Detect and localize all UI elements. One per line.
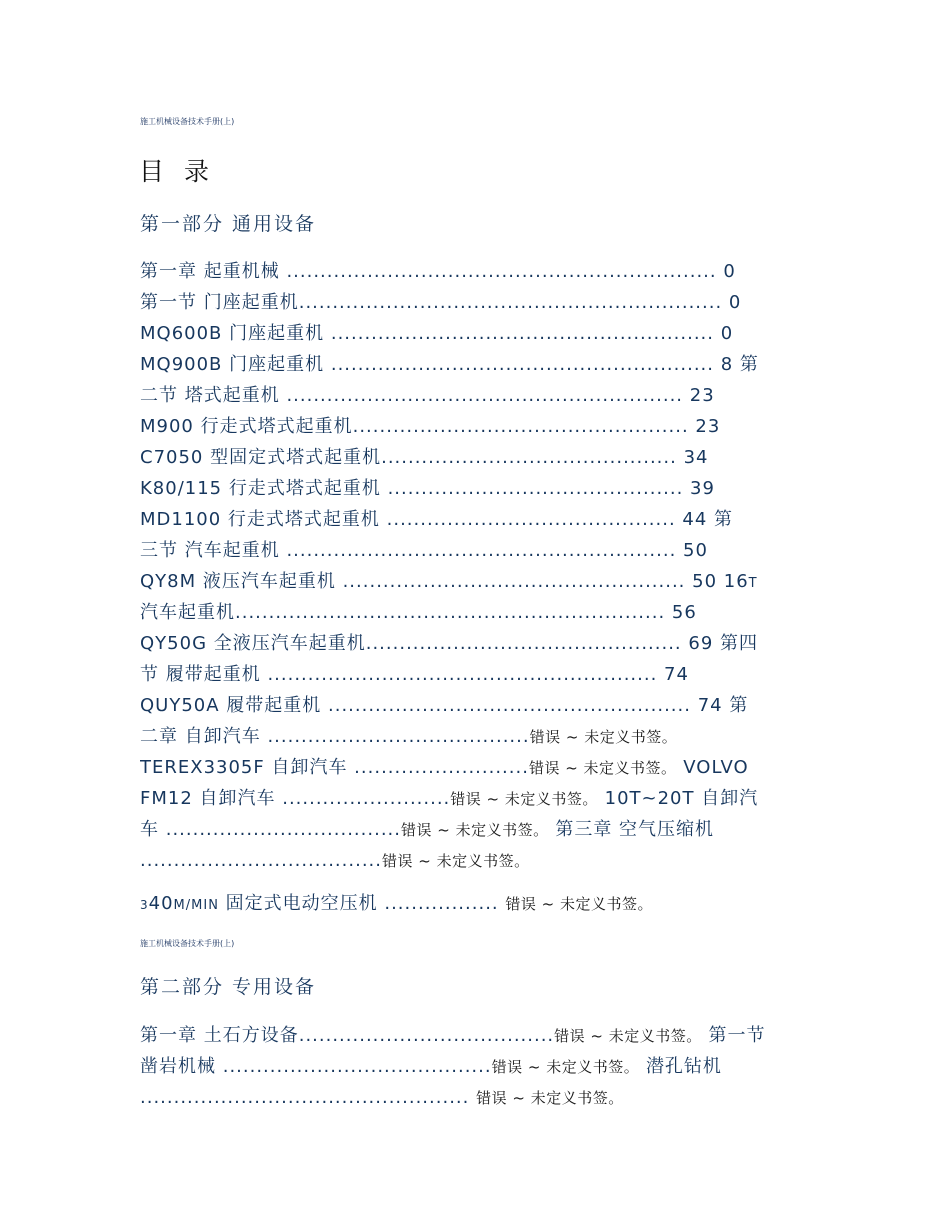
toc-line[interactable]: MQ600B 门座起重机 ......................................................... 0 xyxy=(140,323,734,344)
toc-volvo[interactable]: VOLVO xyxy=(683,757,749,778)
page-header-top: 施工机械设备技术手册(上) xyxy=(140,117,235,126)
toc-line[interactable]: 汽车起重机................................................................ 56 xyxy=(140,602,697,623)
toc-m-min: M/MIN xyxy=(173,898,219,913)
toc-line[interactable]: 凿岩机械 ........................................错误 ~ 未定义书签。 潜孔钻机 xyxy=(140,1056,722,1077)
error-bookmark-text: 错误 ~ 未定义书签。 xyxy=(554,1027,702,1045)
toc-down-hole-drill[interactable]: 潜孔钻机 xyxy=(645,1056,722,1077)
toc-line[interactable]: ....................................错误 ~ 未定义书签。 xyxy=(140,850,530,871)
toc-line[interactable]: M900 行走式塔式起重机.................................................. 23 xyxy=(140,416,721,437)
toc-line[interactable]: 节 履带起重机 .......................................................... 74 xyxy=(140,664,689,685)
error-bookmark-text: 错误 ~ 未定义书签。 xyxy=(528,759,677,777)
toc-line[interactable]: 第一章 起重机械 ................................................................ 0 xyxy=(140,261,736,282)
part-two-heading: 第二部分 专用设备 xyxy=(140,976,317,998)
toc-line[interactable]: 三节 汽车起重机 .......................................................... 50 xyxy=(140,540,708,561)
error-bookmark-text: 错误 ~ 未定义书签。 xyxy=(505,895,653,913)
toc-line[interactable]: TEREX3305F 自卸汽车 ..........................错误 ~ 未定义书签。 VOLVO xyxy=(140,757,749,778)
toc-t-unit: T xyxy=(748,576,758,591)
toc-line[interactable]: 车 ...................................错误 ~ 未定义书签。 第三章 空气压缩机 xyxy=(140,819,715,840)
error-bookmark-text: 错误 ~ 未定义书签。 xyxy=(476,1089,624,1107)
toc-sup-3: 3 xyxy=(140,898,149,912)
toc-chapter-three[interactable]: 第三章 空气压缩机 xyxy=(555,819,715,840)
error-bookmark-text: 错误 ~ 未定义书签。 xyxy=(491,1058,640,1076)
toc-line[interactable]: QY8M 液压汽车起重机 ................................................... 50 16T xyxy=(140,571,758,592)
toc-line[interactable]: QY50G 全液压汽车起重机............................................... 69 第四 xyxy=(140,633,759,654)
toc-line[interactable]: 二章 自卸汽车 .......................................错误 ~ 未定义书签。 xyxy=(140,726,678,747)
error-bookmark-text: 错误 ~ 未定义书签。 xyxy=(450,790,598,808)
toc-line[interactable]: QUY50A 履带起重机 ...................................................... 74 第 xyxy=(140,695,749,716)
toc-line[interactable]: MD1100 行走式塔式起重机 ........................................... 44 第 xyxy=(140,509,734,530)
toc-line[interactable]: ................................................. 错误 ~ 未定义书签。 xyxy=(140,1087,624,1108)
toc-line[interactable]: 第一节 门座起重机............................................................... 0 xyxy=(140,292,742,313)
error-bookmark-text: 错误 ~ 未定义书签。 xyxy=(400,821,549,839)
toc-section-one[interactable]: 第一节 xyxy=(708,1025,766,1046)
toc-line[interactable]: 二节 塔式起重机 ........................................................... 23 xyxy=(140,385,715,406)
toc-line[interactable]: K80/115 行走式塔式起重机 ............................................ 39 xyxy=(140,478,715,499)
toc-line[interactable]: 第一章 土石方设备......................................错误 ~ 未定义书签。 第一节 xyxy=(140,1025,766,1046)
toc-line[interactable]: MQ900B 门座起重机 ......................................................... 8 第 xyxy=(140,354,759,375)
toc-line[interactable]: 340M/MIN 固定式电动空压机 ................. 错误 ~ 未定义书签。 xyxy=(140,893,653,914)
part-one-heading: 第一部分 通用设备 xyxy=(140,213,317,235)
toc-line[interactable]: C7050 型固定式塔式起重机............................................ 34 xyxy=(140,447,709,468)
error-bookmark-text: 错误 ~ 未定义书签。 xyxy=(381,852,530,870)
error-bookmark-text: 错误 ~ 未定义书签。 xyxy=(529,728,678,746)
page-title: 目 录 xyxy=(139,157,215,186)
toc-t-range[interactable]: 10T~20T 自卸汽 xyxy=(604,788,759,809)
page-header-mid: 施工机械设备技术手册(上) xyxy=(140,939,235,948)
toc-line[interactable]: FM12 自卸汽车 .........................错误 ~ 未定义书签。 10T~20T 自卸汽 xyxy=(140,788,759,809)
